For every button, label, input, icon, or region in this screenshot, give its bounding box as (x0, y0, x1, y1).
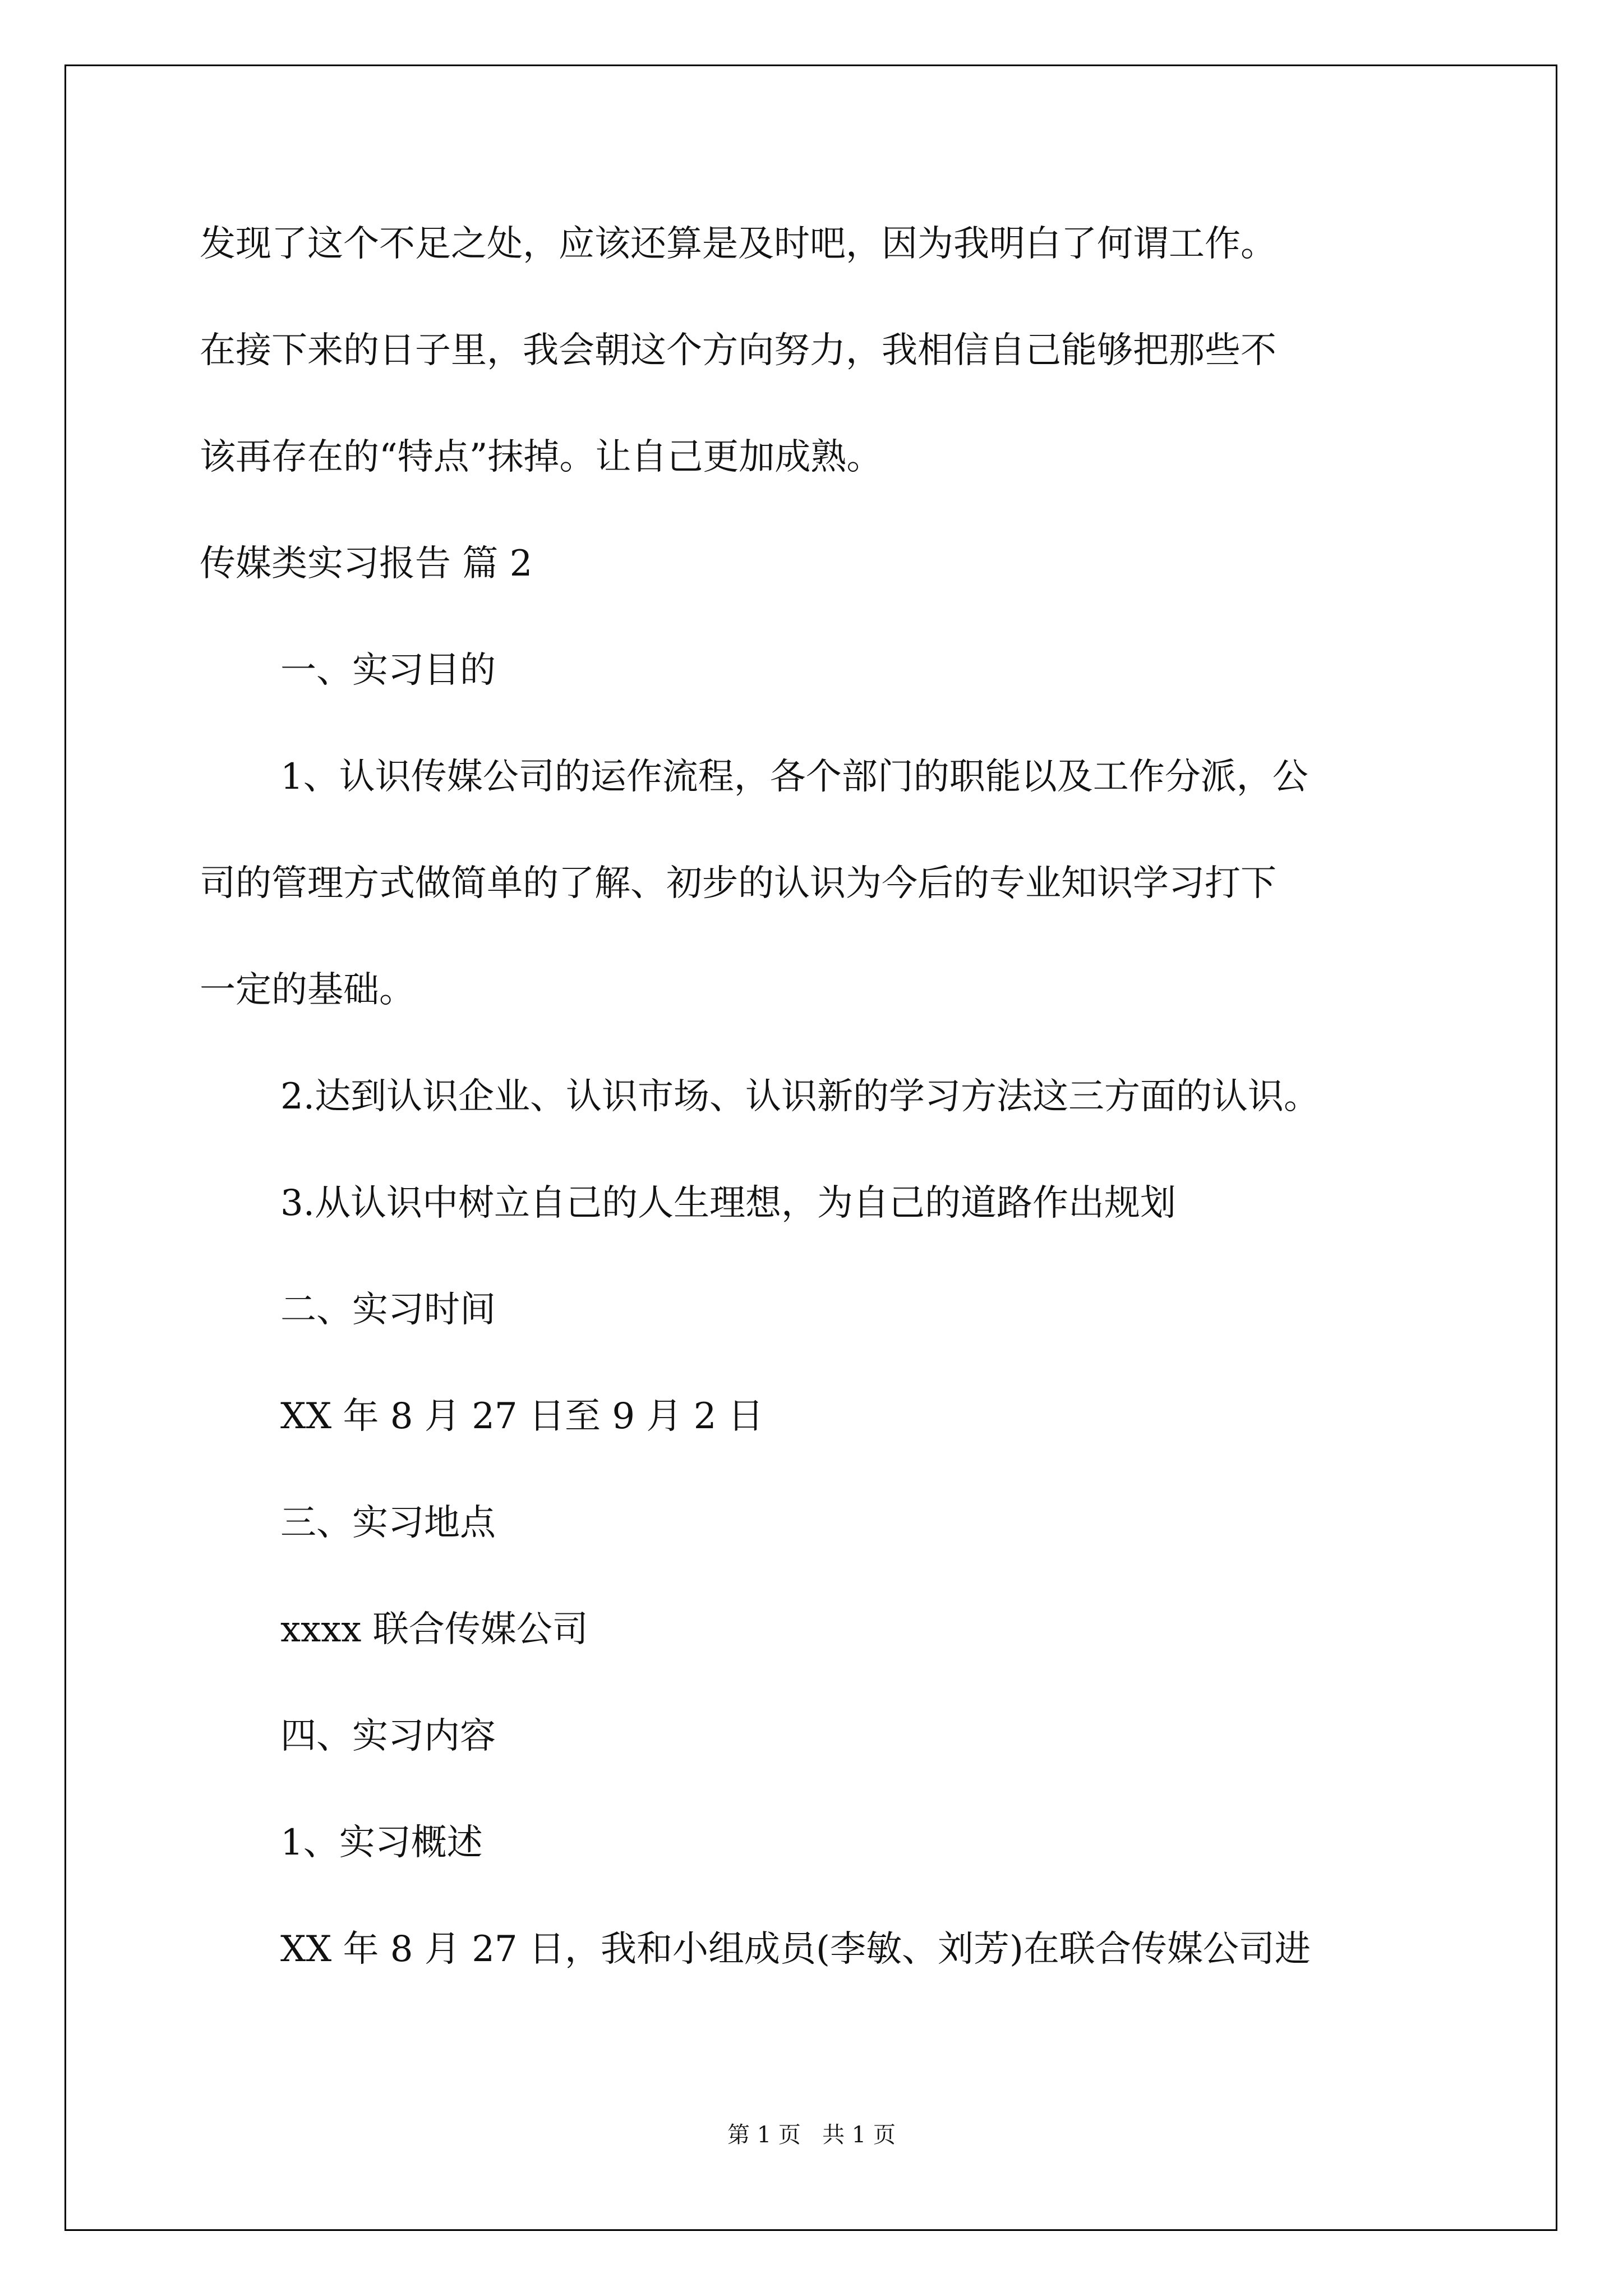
page-border (64, 65, 1557, 2231)
body-line-3: 该再存在的“特点”抹掉。让自己更加成熟。 (200, 436, 883, 478)
objective-3: 3.从认识中树立自己的人生理想，为自己的道路作出规划 (280, 1182, 1177, 1224)
overview-line-1: XX 年 8 月 27 日，我和小组成员(李敏、刘芳)在联合传媒公司进 (280, 1929, 1311, 1970)
objective-1-line-2: 司的管理方式做简单的了解、初步的认识为今后的专业知识学习打下 (200, 863, 1276, 904)
page-number-footer: 第 1 页 共 1 页 (727, 2122, 896, 2148)
internship-dates: XX 年 8 月 27 日至 9 月 2 日 (280, 1396, 764, 1437)
heading-objectives: 一、实习目的 (280, 650, 496, 691)
objective-1-line-1: 1、认识传媒公司的运作流程，各个部门的职能以及工作分派，公 (280, 756, 1308, 798)
objective-2: 2.达到认识企业、认识市场、认识新的学习方法这三方面的认识。 (280, 1076, 1320, 1117)
subheading-overview: 1、实习概述 (280, 1822, 483, 1864)
objective-1-line-3: 一定的基础。 (200, 969, 415, 1011)
internship-location: xxxx 联合传媒公司 (280, 1609, 588, 1650)
heading-content: 四、实习内容 (280, 1715, 496, 1757)
section-heading: 传媒类实习报告 篇 2 (200, 543, 533, 585)
heading-time: 二、实习时间 (280, 1289, 496, 1331)
heading-location: 三、实习地点 (280, 1502, 496, 1544)
body-line-1: 发现了这个不足之处，应该还算是及时吧，因为我明白了何谓工作。 (200, 223, 1276, 265)
body-line-2: 在接下来的日子里，我会朝这个方向努力，我相信自己能够把那些不 (200, 330, 1276, 371)
